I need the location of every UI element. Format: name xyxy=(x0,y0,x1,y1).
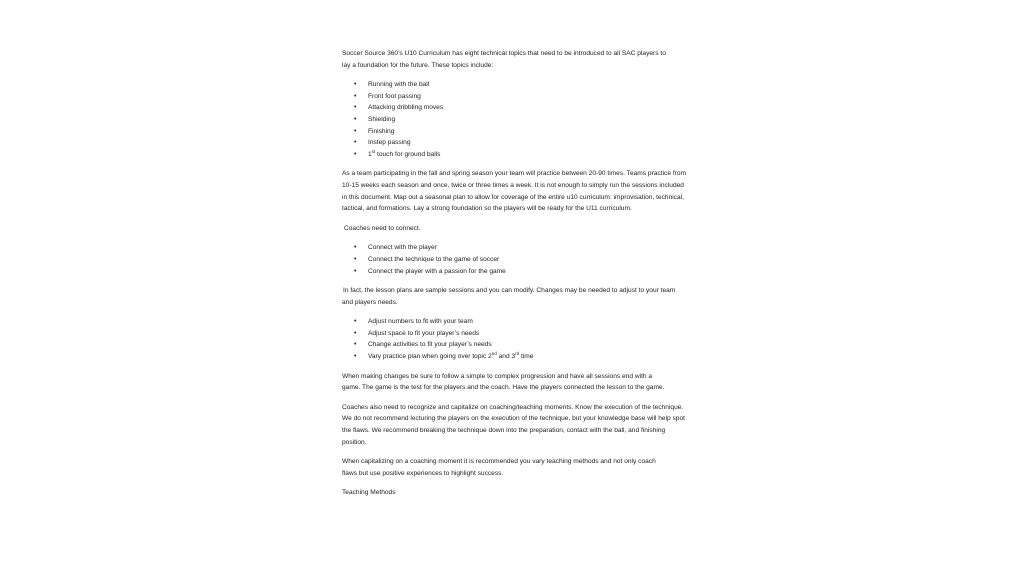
list-item: • Instep passing xyxy=(342,137,687,149)
team-paragraph: As a team participating in the fall and spring season your team will practice between 20-90 times. Teams practice from 10-15 weeks each season and once, twice or three times a week. It is not enough to simply run the sessions included in this document. Map out a seasonal plan to allow for coverage of the entire u10 curriculum: improvisation, technical, tactical, and formations. Lay a strong foundation so the players will be ready for the U11 curriculum. xyxy=(342,170,687,213)
capitalizing-paragraph: When capitalizing on a coaching moment it is recommended you vary teaching methods and not only coach flaws but use positive experiences to highlight success. xyxy=(342,458,656,477)
list-item: • Front foot passing xyxy=(342,91,687,103)
list-item: • Finishing xyxy=(342,126,687,138)
list-item: • Connect the technique to the game of soccer xyxy=(342,254,687,266)
list-item: • Vary practice plan when going over topic 2nd and 3rd time xyxy=(342,351,687,363)
recognize-paragraph: Coaches also need to recognize and capitalize on coaching/teaching moments. Know the execution of the technique. We do not recommend lecturing the players on the execution of the technique, but your knowledge base will help spot the flaws. We recommend breaking the technique down into the preparation, contact with the ball, and finishing position. xyxy=(342,403,685,446)
document-page xyxy=(342,48,687,499)
list-item: • Change activities to fit your player’s needs xyxy=(342,339,687,351)
list-item: • Shielding xyxy=(342,114,687,126)
list-item: • 1st touch for ground balls xyxy=(342,149,687,161)
coaches-connect-heading: Coaches need to connect. xyxy=(344,224,421,232)
connect-list xyxy=(342,242,687,277)
adjust-list xyxy=(342,316,687,362)
list-item: • Connect with the player xyxy=(342,242,687,254)
changes-paragraph: When making changes be sure to follow a simple to complex progression and have all sessions end with a game. The game is the test for the players and the coach. Have the players connected the lesson to the game. xyxy=(342,372,665,392)
intro-paragraph: Soccer Source 360’s U10 Curriculum has eight technical topics that need to be introduced to all SAC players to lay a foundation for the future. These topics include: xyxy=(342,50,666,69)
list-item: • Connect the player with a passion for the game xyxy=(342,266,687,278)
list-item: • Adjust numbers to fit with your team xyxy=(342,316,687,328)
list-item: • Attacking dribbling moves xyxy=(342,102,687,114)
topics-list xyxy=(342,79,687,160)
teaching-methods-heading: Teaching Methods xyxy=(342,489,396,497)
lesson-plans-paragraph: In fact, the lesson plans are sample sessions and you can modify. Changes may be needed to adjust to your team and players needs. xyxy=(342,287,676,306)
list-item: • Adjust space to fit your player’s needs xyxy=(342,328,687,340)
list-item: • Running with the ball xyxy=(342,79,687,91)
